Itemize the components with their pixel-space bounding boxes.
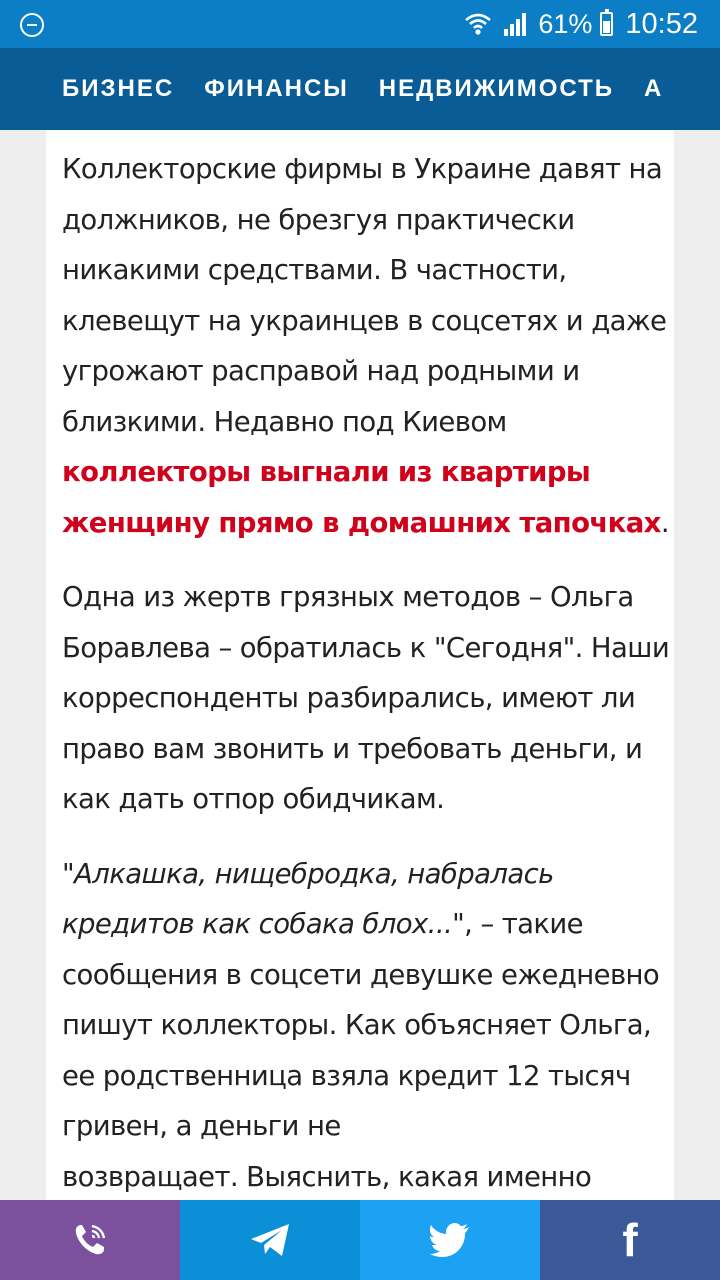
share-telegram-button[interactable] xyxy=(180,1200,360,1280)
paragraph-text: , – такие сообщения в соцсети девушке ежедневно пишут коллекторы. Как объясняет Ольга, ее родственница взяла кредит 12 тысяч гривен, а деньги не xyxy=(62,908,660,1142)
share-facebook-button[interactable] xyxy=(540,1200,720,1280)
battery-icon xyxy=(600,12,613,36)
wifi-icon xyxy=(464,11,492,37)
nav-item-finance[interactable]: ФИНАНСЫ xyxy=(204,75,349,102)
nav-item-next[interactable]: А xyxy=(644,75,664,102)
clock: 10:52 xyxy=(625,7,698,40)
battery-percent: 61% xyxy=(538,8,593,39)
category-nav xyxy=(0,48,720,130)
twitter-icon xyxy=(430,1223,470,1257)
quote-text: "Алкашка, нищебродка, набралась кредитов как собака блох..." xyxy=(62,857,554,940)
article-link[interactable]: коллекторы выгнали из квартиры женщину прямо в домашних тапочках xyxy=(62,456,661,539)
paragraph-text: Коллекторские фирмы в Украине давят на должников, не брезгуя практически никакими средствами. В частности, клевещут на украинцев в соцсетях и даже угрожают расправой над родными и близкими. Недавно под Киевом xyxy=(62,153,667,438)
share-bar xyxy=(0,1200,720,1280)
telegram-icon xyxy=(249,1222,291,1258)
status-bar xyxy=(0,0,720,48)
paragraph-end: . xyxy=(660,506,669,539)
share-viber-button[interactable] xyxy=(0,1200,180,1280)
minus-circle-icon xyxy=(20,13,44,37)
article-body xyxy=(46,130,674,1200)
article-paragraph-1 xyxy=(62,144,674,548)
share-twitter-button[interactable] xyxy=(360,1200,540,1280)
article-paragraph-2: Одна из жертв грязных методов – Ольга Боравлева – обратилась к "Сегодня". Наши корреспонденты разбирались, имеют ли право вам звонить и требовать деньги, и как дать отпор обидчикам. xyxy=(62,581,670,815)
nav-item-real-estate[interactable]: НЕДВИЖИМОСТЬ xyxy=(378,75,615,102)
facebook-icon: f xyxy=(622,1214,638,1266)
signal-icon xyxy=(502,11,528,37)
viber-icon xyxy=(70,1220,110,1260)
paragraph-text-continued: возвращает. Выяснить, какая именно xyxy=(62,1160,592,1193)
nav-item-business[interactable]: БИЗНЕС xyxy=(62,75,175,102)
article-paragraph-3 xyxy=(62,849,674,1201)
